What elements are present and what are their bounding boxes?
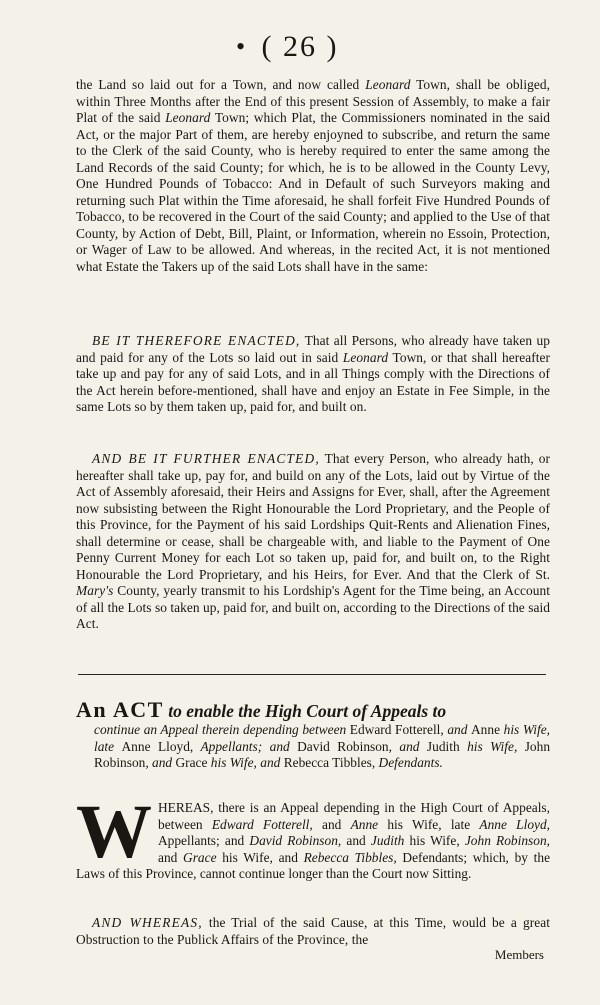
text-run-italic: Appellants; and: [193, 738, 298, 754]
paragraph-therefore-enacted: [76, 333, 550, 416]
text-run-italic: Leonard: [342, 349, 389, 365]
name-run: Anne: [350, 816, 379, 832]
name-run: Anne: [471, 722, 501, 737]
page-number: ( 26 ): [261, 30, 339, 63]
act-title-word: An ACT: [76, 697, 164, 722]
text-run-italic: Leonard: [365, 77, 411, 92]
text-run: Town, or that shall hereafter take up and pay for any of said Lots, and in all Things comply with the Directions of the Act herein before-mentioned, shall have and enjoy an Estate in Fee Simple, in the same Lots so by them taken up, paid for, and built on.: [76, 349, 550, 414]
text-run-italic: his Wife, late: [94, 722, 550, 754]
name-run: David Robinson,: [297, 738, 392, 754]
text-run: and: [341, 833, 371, 848]
text-run: That all Persons, who already have taken up and paid for any of the Lots so laid out in said: [76, 333, 550, 365]
text-run: and: [158, 849, 184, 865]
name-run: Edward Fotterell,: [211, 816, 313, 832]
text-run-italic: his Wife, and: [207, 755, 284, 770]
catchword: Members: [494, 947, 544, 962]
paragraph-plat-of-town: [76, 77, 550, 275]
name-run: Grace: [175, 755, 208, 770]
section-divider: [78, 674, 546, 675]
text-run: the Trial of the said Cause, at this Time, would be a great Obstruction to the Publick Affairs of the Province, the: [76, 915, 550, 947]
paragraph-and-whereas: [76, 915, 550, 948]
text-run: the Land so laid out for a Town, and now called: [76, 77, 366, 92]
paragraph-further-enacted: [76, 451, 550, 633]
enacting-clause: BE IT THEREFORE ENACTED,: [92, 333, 301, 348]
text-run: his Wife,: [404, 833, 465, 848]
name-run: Grace: [183, 849, 217, 865]
name-run: Rebecca Tibbles,: [283, 755, 376, 770]
text-run-italic: and: [391, 738, 427, 754]
text-run: Town; which Plat, the Commissioners nominated in the said Act, or the major Part of them, are hereby enjoyned to subscribe, and return the same to the Clerk of the said County, who is hereby required to enter the same among the Land Records of the said County; for which, he is to be allowed in the County Levy, One Hundred Pounds of Tobacco: And in Default of such Surveyors making and returning such Plat within the Time aforesaid, he shall forfeit Five Hundred Pounds of Tobacco, to be recovered in the Court of the said County; and applied to the Use of that County, by Action of Debt, Bill, Plaint, or Information, wherein no Essoin, Protection, or Wager of Law to be allowed. And whereas, in the recited Act, it is not mentioned what Estate the Takers up of the said Lots shall have in the same:: [76, 110, 550, 274]
text-run-italic: and: [443, 722, 472, 737]
enacting-clause: AND BE IT FURTHER ENACTED,: [92, 451, 320, 466]
drop-cap: W: [76, 790, 152, 874]
text-run: his Wife, and: [216, 849, 304, 865]
header-dot: •: [236, 32, 248, 61]
name-run: John Robinson,: [94, 738, 551, 770]
page-header: [0, 30, 600, 64]
name-run: Judith: [370, 833, 405, 848]
act-title: [76, 697, 550, 722]
whereas-clause: AND WHEREAS,: [92, 915, 203, 930]
text-run: Appellants; and: [158, 833, 250, 848]
text-run-italic: continue an Appeal therein depending between: [94, 722, 350, 737]
text-run: That every Person, who already hath, or hereafter shall take up, pay for, and build on any of the Lots, laid out by Virtue of the Act of Assembly aforesaid, their Heirs and Assigns for Ever, shall, after the Agreement now subsisting between the Right Honourable the Lord Proprietary, and the People of this Province, for the Payment of his said Lordships Quit-Rents and Alienation Fines, shall determine or cease, shall be chargeable with, and liable to the Payment of One Penny Current Money for each Lot so taken up, paid for, and built on, to the Right Honourable the Lord Proprietary, and his Heirs, for Ever. And that the Clerk of St.: [76, 451, 550, 582]
text-run: County, yearly transmit to his Lordship's Agent for the Time being, an Account of all the Lots so taken up, paid for, and built on, according to the Directions of the said Act.: [76, 583, 550, 631]
text-run: HEREAS, there is an Appeal depending in the High Court of Appeals, between: [158, 800, 550, 832]
name-run: Anne Lloyd,: [479, 816, 551, 832]
text-run-italic: Defendants.: [375, 755, 443, 770]
name-run: John Robinson,: [464, 833, 550, 848]
text-run-italic: Mary's: [76, 583, 114, 598]
text-run-italic: his Wife,: [459, 738, 525, 754]
paragraph-whereas: [76, 790, 551, 883]
act-subtitle: [94, 722, 550, 772]
name-run: David Robinson,: [249, 833, 342, 848]
text-run: and: [312, 816, 351, 832]
text-run: Defendants; which, by the Laws of this Province, cannot continue longer than the Court now Sitting.: [76, 849, 551, 881]
text-run: Town, shall be obliged, within Three Months after the End of this present Session of Assembly, to make a fair Plat of the said: [76, 77, 550, 125]
text-run-italic: Leonard: [165, 110, 211, 125]
text-run-italic: and: [148, 755, 176, 770]
act-title-rest: to enable the High Court of Appeals to: [163, 701, 447, 721]
text-run: his Wife, late: [378, 816, 480, 832]
name-run: Rebecca Tibbles,: [303, 849, 397, 865]
name-run: Judith: [426, 738, 460, 754]
name-run: Anne Lloyd,: [121, 738, 194, 754]
name-run: Edward Fotterell,: [349, 722, 444, 737]
